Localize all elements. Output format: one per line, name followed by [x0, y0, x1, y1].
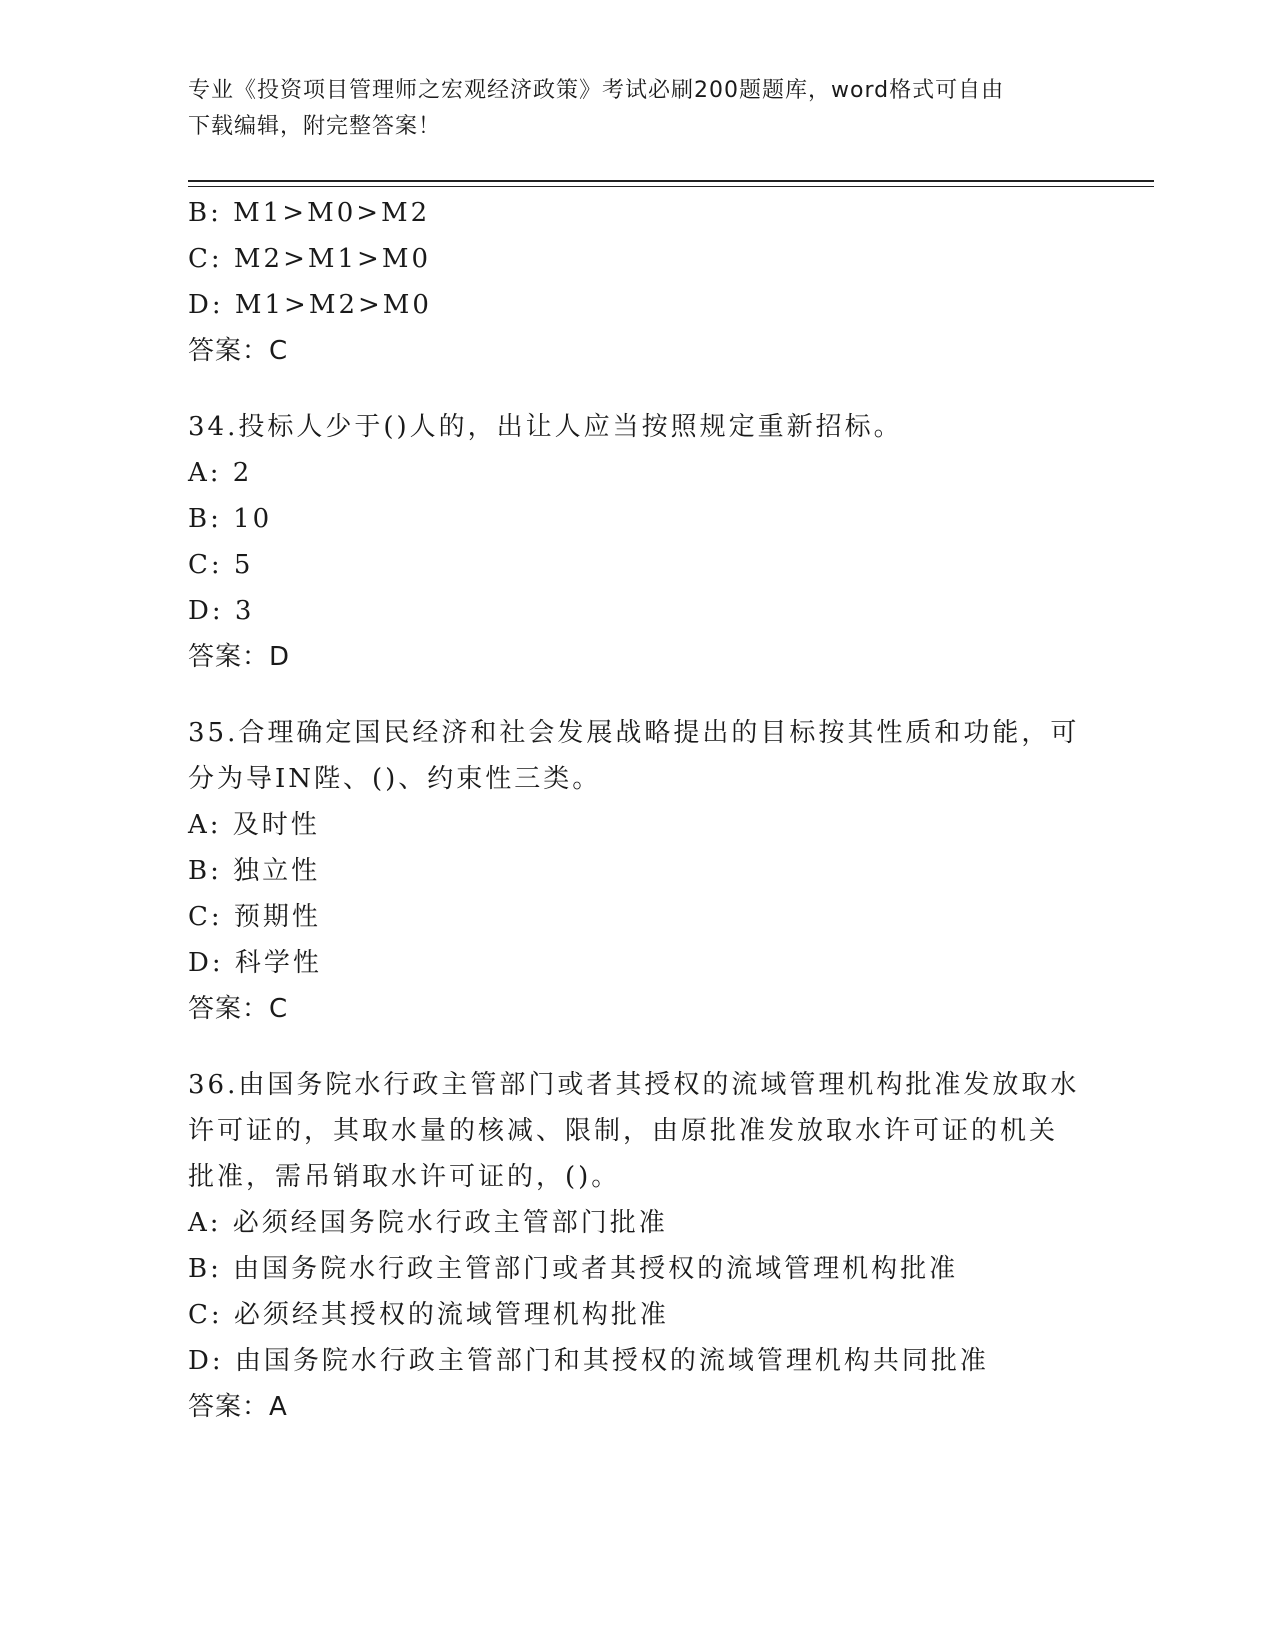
question-36	[188, 1062, 1088, 1430]
option-b: B: 由国务院水行政主管部门或者其授权的流域管理机构批准	[188, 1254, 959, 1284]
option-d: D: 科学性	[188, 948, 322, 978]
answer-36: 答案：A	[188, 1392, 288, 1422]
header-divider-thick	[188, 180, 1154, 182]
option-c: C: 5	[188, 550, 254, 580]
option-c: C: M2>M1>M0	[188, 244, 431, 274]
document-header	[188, 73, 1088, 145]
question-34	[188, 404, 1088, 680]
option-d: D: 3	[188, 596, 255, 626]
option-a: A: 及时性	[188, 810, 320, 840]
question-35-text-line-2: 分为导IN陛、()、约束性三类。	[188, 764, 602, 794]
answer-34: 答案：D	[188, 642, 291, 672]
question-35	[188, 710, 1088, 1032]
option-d: D: M1>M2>M0	[188, 290, 432, 320]
header-line-2: 下载编辑，附完整答案！	[188, 114, 442, 139]
option-c: C: 必须经其授权的流域管理机构批准	[188, 1300, 669, 1330]
option-a: A: 2	[188, 458, 253, 488]
header-line-1: 专业《投资项目管理师之宏观经济政策》考试必刷200题题库，word格式可自由	[188, 78, 1005, 103]
question-list	[188, 190, 1088, 1430]
answer-35: 答案：C	[188, 994, 289, 1024]
question-33-continued	[188, 190, 1088, 374]
question-34-text: 34.投标人少于()人的，出让人应当按照规定重新招标。	[188, 412, 903, 442]
option-d: D: 由国务院水行政主管部门和其授权的流域管理机构共同批准	[188, 1346, 989, 1376]
option-b: B: 10	[188, 504, 273, 534]
question-36-text-line-2: 许可证的，其取水量的核减、限制，由原批准发放取水许可证的机关	[188, 1116, 1059, 1146]
header-divider-thin	[188, 186, 1154, 187]
answer-33: 答案：C	[188, 336, 289, 366]
option-a: A: 必须经国务院水行政主管部门批准	[188, 1208, 668, 1238]
option-b: B: 独立性	[188, 856, 321, 886]
question-36-text-line-3: 批准，需吊销取水许可证的，()。	[188, 1162, 621, 1192]
option-b: B: M1>M0>M2	[188, 198, 431, 228]
question-36-text-line-1: 36.由国务院水行政主管部门或者其授权的流域管理机构批准发放取水	[188, 1070, 1080, 1100]
question-35-text-line-1: 35.合理确定国民经济和社会发展战略提出的目标按其性质和功能，可	[188, 718, 1080, 748]
option-c: C: 预期性	[188, 902, 321, 932]
